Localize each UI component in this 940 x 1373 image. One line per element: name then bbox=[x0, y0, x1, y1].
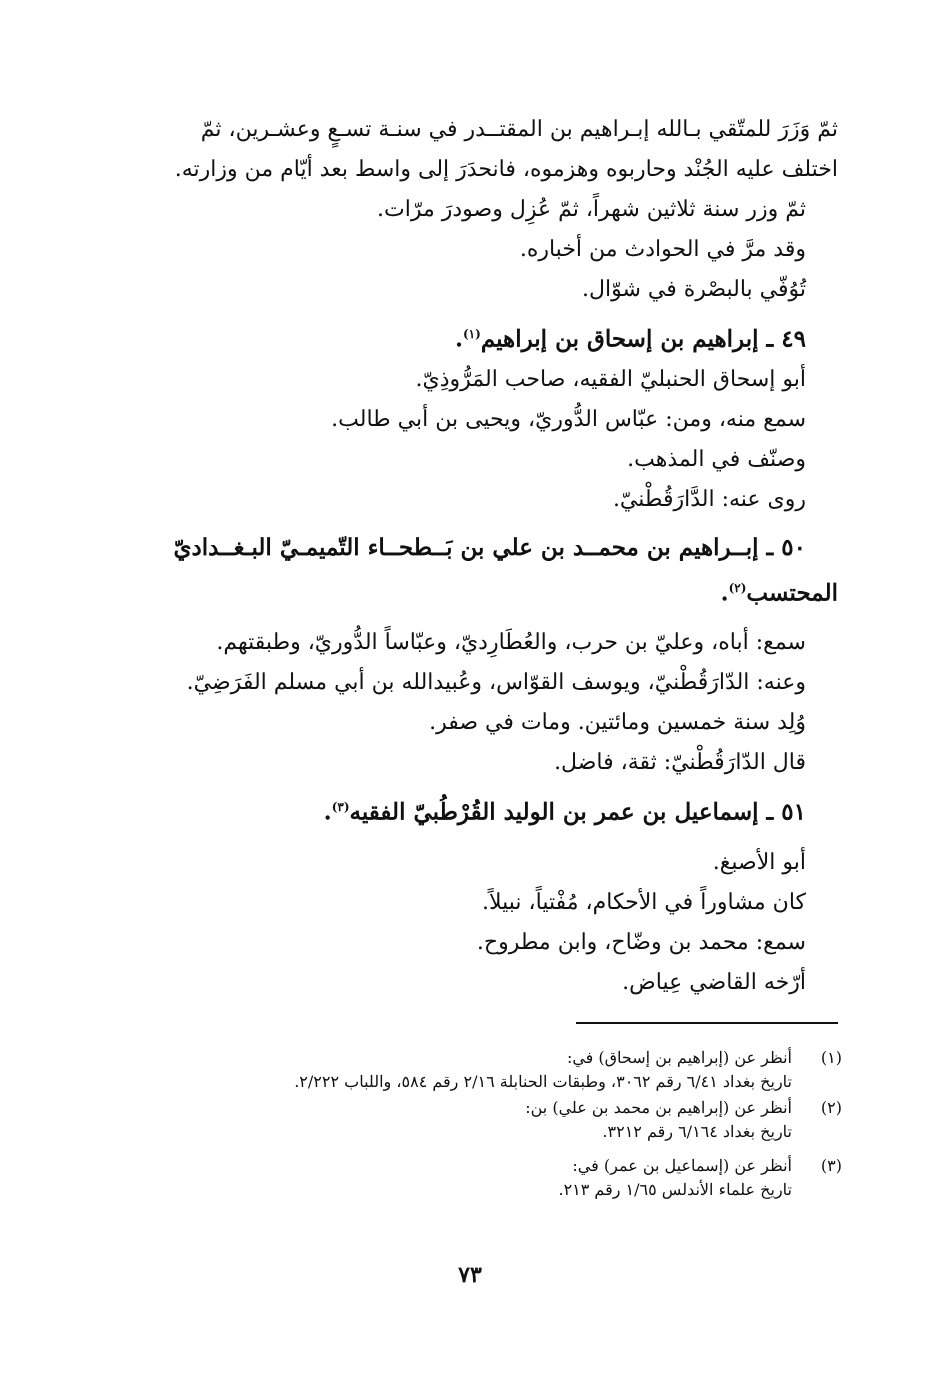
footnote-line: تاريخ بغداد ٦/١٦٤ رقم ٣٢١٢. bbox=[602, 1122, 792, 1141]
text-line: قال الدّارَقُطْنيّ: ثقة، فاضل. bbox=[554, 750, 806, 776]
text-line: سمع: أباه، وعليّ بن حرب، والعُطَارِديّ، وعبّاساً الدُّوريّ، وطبقتهم. bbox=[216, 630, 806, 656]
text-line: ثمّ وَزَرَ للمتّقي بـالله إبـراهيم بن المقتــدر في سنـة تسـعٍ وعشـرين، ثمّ bbox=[200, 117, 838, 142]
footnote-number: (٢) bbox=[820, 1098, 842, 1117]
text-line: وعنه: الدّارَقُطْنيّ، ويوسف القوّاس، وعُبيدالله بن أبي مسلم الفَرَضِيّ. bbox=[186, 670, 806, 696]
text-line: كان مشاوراً في الأحكام، مُفْتياً، نبيلاً. bbox=[482, 889, 806, 915]
footnote-divider bbox=[576, 1022, 838, 1024]
page-number: ٧٣ bbox=[458, 1262, 482, 1288]
footnote-line: تاريخ علماء الأندلس ١/٦٥ رقم ٢١٣. bbox=[558, 1180, 792, 1199]
footnote-number: (٣) bbox=[820, 1156, 842, 1175]
text-line: وقد مرَّ في الحوادث من أخباره. bbox=[519, 237, 806, 262]
text-line: وصنّف في المذهب. bbox=[627, 446, 806, 472]
footnote bbox=[92, 1046, 842, 1094]
main-text bbox=[98, 110, 838, 1003]
entry-heading-50: ٥٠ ـ إبــراهيم بن محمــد بن علي بن بَــطحــاء التّميمـيّ البـغــداديّ bbox=[173, 533, 806, 561]
text-line: تُوُفّي بالبصْرة في شوّال. bbox=[582, 277, 806, 302]
footnotes bbox=[92, 1046, 842, 1202]
footnote-line: تاريخ بغداد ٦/٤١ رقم ٣٠٦٢، وطبقات الحنابلة ٢/١٦ رقم ٥٨٤، واللباب ٢/٢٢٢. bbox=[294, 1072, 792, 1091]
text-line: روى عنه: الدَّارَقُطْنيّ. bbox=[612, 486, 806, 512]
footnote-line: أنظر عن (إسماعيل بن عمر) في: bbox=[572, 1156, 792, 1175]
footnote-line: أنظر عن (إبراهيم بن إسحاق) في: bbox=[566, 1048, 792, 1067]
text-line: سمع منه، ومن: عبّاس الدُّوريّ، ويحيى بن أبي طالب. bbox=[331, 406, 806, 432]
text-line: أبو إسحاق الحنبليّ الفقيه، صاحب المَرُّوذِيّ. bbox=[415, 366, 806, 392]
footnote bbox=[92, 1096, 842, 1144]
footnote bbox=[92, 1154, 842, 1202]
entry-heading-49: ٤٩ ـ إبراهيم بن إسحاق بن إبراهيم$^{(١)}$. bbox=[454, 325, 806, 353]
footnote-number: (١) bbox=[820, 1048, 842, 1067]
footnote-ref: (٢) bbox=[728, 580, 747, 595]
entry-heading-50-cont: المحتسب$^{(٢)}$. bbox=[720, 579, 838, 607]
text-line: ثمّ وزر سنة ثلاثين شهراً، ثمّ عُزِل وصودرَ مرّات. bbox=[377, 197, 806, 222]
text-line: سمع: محمد بن وضّاح، وابن مطروح. bbox=[476, 929, 806, 955]
text-line: اختلف عليه الجُنْد وحاربوه وهزموه، فانحدَرَ إلى واسط بعد أيّام من وزارته. bbox=[174, 157, 838, 182]
text-line: أرّخه القاضي عِياض. bbox=[622, 969, 806, 995]
footnote-ref: (٣) bbox=[331, 800, 350, 815]
text-line: أبو الأصبغ. bbox=[712, 849, 806, 875]
text-line: وُلِد سنة خمسين ومائتين. ومات في صفر. bbox=[429, 710, 806, 736]
entry-heading-51: ٥١ ـ إسماعيل بن عمر بن الوليد القُرْطُبيّ الفقيه$^{(٣)}$. bbox=[323, 798, 806, 826]
footnote-ref: (١) bbox=[462, 327, 481, 341]
footnote-line: أنظر عن (إبراهيم بن محمد بن علي) بن: bbox=[525, 1098, 792, 1117]
